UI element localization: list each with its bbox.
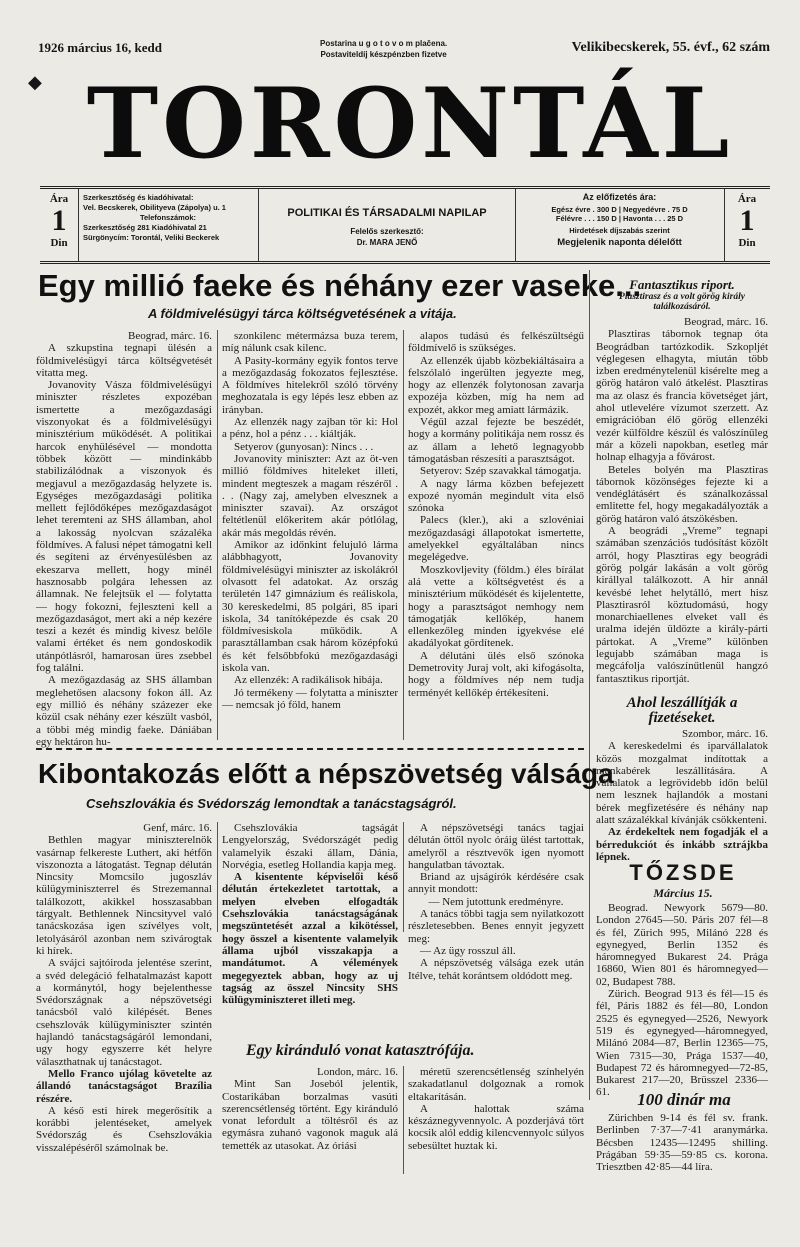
paragraph: A svájci sajtóiroda jelentése szerint, a svéd delegáció felhatalmazást kapott a kormánytól, hogy bejelenthesse Svédországnak a népszövetségi tanácsból való kilépését. Benes csehszlovák külügyminiszter szintén hajlandó tanácstagságáról lemondani, ugy hogy egyszerre két helyre választhatnak uj tanácstagot. <box>36 957 212 1068</box>
korona-title: 100 dinár ma <box>637 1090 731 1109</box>
paragraph: A Pasity-kormány egyik fontos terve a mezőgazdaság fokozatos fejlesztése. A földmíves hitelekről szóló törvény meghozatala is egy lépés lesz ebben az irányban. <box>222 354 398 416</box>
paper-type: POLITIKAI ÉS TÁRSADALMI NAPILAP <box>287 207 487 219</box>
paragraph: Csehszlovákia tagságát Lengyelország, Svédországét pedig valamelyik északi állam, Dánia, Norvégia, esetleg Hollandia kapja meg. <box>222 822 398 871</box>
ahol-title: Ahol leszállítják a fizetéseket. <box>626 695 738 726</box>
article2-col1 <box>36 822 212 1154</box>
subscription-line: Egész évre . 300 D | Negyedévre . 75 D <box>551 205 688 214</box>
article3-dateline: London, márc. 16. <box>317 1066 398 1078</box>
office-line: Szerkesztőség 281 Kiadóhivatal 21 <box>83 223 207 232</box>
paragraph: A beográdi „Vreme” tegnapi számában szenzációs tudósítást közölt arról, hogy Plasztiras egy beográdi görög polgár lakásán a volt görög királlyal találkozott. A hir annál kevésbé lehet helytálló, mert hisz Plasztirasról köztudomású, hogy monarchiaellenes elveket vall és uralma idején üldözte a király-párti pártokat. A „Vreme” különben legujabb számában maga is megcáfolja valószínűtlenül hangzó fantasztikus riportját. <box>596 525 768 685</box>
office-line: Vel. Becskerek, Obilityeva (Zápolya) u. 1 <box>83 203 226 212</box>
korona-body <box>596 1112 768 1180</box>
riport-title: Fantasztikus riport. <box>629 277 735 292</box>
paragraph: Moszkovljevity (földm.) éles bírálat alá vette a költségvetést és a minisztérium működését és kijelentette, hogy a parasztságot nemhogy nem támogatják kellőkép, hanem ellenkezőleg minden igyekvése elé akadályokat gördítenek. <box>408 563 584 650</box>
paragraph: Zürichben 9-14 és fél sv. frank. Berlinben 7·37—7·41 aranymárka. Bécsben 12435—12495 shilling. Prágában 59·35—59·85 cs. korona. Triesztben 42·85—44 líra. <box>596 1112 768 1174</box>
paragraph: Mint San Joseból jelentik, Costarikában borzalmas vasúti szerencsétlenség történt. Egy kiránduló vonat lefordult a töltésről és az egymásra zuhanó vagonok maguk alá temették az utasokat. Az óriási <box>222 1078 398 1152</box>
office-line: Szerkesztőség és kiadóhivatal: <box>83 193 194 202</box>
riport-subtitle: Plasztirasz és a volt görög király találkozásáról. <box>619 292 745 312</box>
paragraph: Setyerov (gunyosan): Nincs . . . <box>234 440 374 453</box>
column-divider <box>403 822 404 932</box>
price-label: Ára <box>737 193 757 205</box>
ahol-date: Szombor, márc. 16. <box>681 728 768 740</box>
article1-dateline: Beograd, márc. 16. <box>128 330 212 342</box>
paragraph: A késő esti hirek megerősítik a korábbi jelentéseket, amelyek Svédország és Csehszlovákia visszalépéséről számolnak be. <box>36 1104 212 1154</box>
article3-col2 <box>408 1066 584 1178</box>
paragraph: Setyerov: Szép szavakkal támogatja. <box>420 465 582 478</box>
sidebar-divider <box>589 270 590 1100</box>
paragraph: szonkilenc métermázsa buza terem, míg nálunk csak kilenc. <box>222 330 398 355</box>
article2-dateline: Genf, márc. 16. <box>143 822 212 834</box>
paragraph: A halottak száma készáznegyvennyolc. A pozderjává tört kocsik alól eddig kilencvennyolc súlyos sebesültet huztak ki. <box>408 1102 584 1152</box>
paragraph: Az ellenzék nagy zajban tör ki: Hol a pénz, hol a pénz . . . kiáltják. <box>222 416 398 441</box>
subscription-title: Az előfizetés ára: <box>582 192 657 202</box>
price-box-left <box>40 189 79 261</box>
article2-col2 <box>222 822 398 1034</box>
article1-subhead: A földmivelésügyi tárca költségvetésének a vitája. <box>148 306 457 321</box>
subscription-line: Megjelenik naponta délelőtt <box>557 237 682 248</box>
column-divider <box>217 822 218 932</box>
paragraph: alapos tudású és felkészültségű földmívelő is szükséges. <box>408 330 584 355</box>
paragraph: Bethlen magyar miniszterelnök vasárnap felkereste Luthert, aki hétfőn viszonozta a látogatást. Tegnap délután Nincsity Momcsilo jugoszláv külügyminiszterrel és Strezemannal találkozott, akikkel hosszasabban tárgyalt. Bethlennek Nincsityvel való tanácskozása igen szívélyes volt, letolyásáról azonban nem szivárogtak ki hírek. <box>36 834 212 957</box>
riport-date: Beograd, márc. 16. <box>684 316 768 328</box>
tozsde-title: TŐZSDE <box>629 860 737 885</box>
paragraph: A népszövetségi tanács tagjai délután öttől nyolc óráig ülést tartottak, amelyről a résztvevők igen nyomott hangulatban távoztak. <box>408 822 584 871</box>
paragraph: A mezőgazdaság az SHS államban meglehetősen alacsony fokon áll. Az egy millió és néhány százezer eke közül csak néhány ezer készült vasból, a többi még mindig faeke. Dániában egy hektáron hu- <box>36 674 212 748</box>
paragraph: Amikor az időnkint felujuló lárma alábbhagyott, Jovanovity földmivelésügyi miniszter az iskolákról olvasott fel adatokat. Az ország területén 147 gimnázium és reáliskola, 30 kereskedelmi, 85 polgári, 85 ipari iskola, 34 tanítóképezde és csak 20 földmívesiskola működik. A parasztállamban csak három középfokú és két felsőbbfokú mezőgazdasági iskola van. <box>222 539 398 675</box>
paragraph: — Nem jutottunk eredményre. <box>428 895 564 908</box>
postal-note <box>320 38 447 60</box>
price-box-right <box>724 189 770 261</box>
paragraph: Briand az ujságírók kérdésére csak annyit mondott: <box>408 871 584 896</box>
office-info <box>78 189 259 261</box>
column-divider <box>403 330 404 740</box>
paragraph: Az ellenzék: A radikálisok hibája. <box>234 674 383 687</box>
article1-col1 <box>36 330 212 748</box>
paragraph: A kereskedelmi és iparvállalatok közös mozgalmat indítottak a munkabérek leszállítására. A vállalatok a legrövidebb időn belül nem lesznek hajlandók a mostani bérek megfizetésére és néhány nap alatt százalékkal kívánják csökkenteni. <box>596 740 768 827</box>
column-divider <box>403 1066 404 1174</box>
paragraph: A szkupstina tegnapi ülésén a földmivelésügyi tárca költségvetését vitatta meg. <box>36 342 212 379</box>
info-bar <box>40 186 770 264</box>
paper-type-box <box>259 189 516 261</box>
article3-headline: Egy kiránduló vonat katasztrófája. <box>246 1042 475 1059</box>
paragraph: A délutáni ülés első szónoka Demetrovity Juraj volt, aki kifogásolta, hogy a földmíves nép nem tudja terményét kellőkép értékesíteni. <box>408 649 584 699</box>
top-bar <box>38 38 770 62</box>
price-label: Ára <box>49 193 69 205</box>
subscription-line: Félévre . . . 150 D | Havonta . . . 25 D <box>555 214 684 223</box>
paragraph: Zürich. Beograd 913 és fél—15 és fél, Páris 1882 és fél—80, London 2525 és egynegyed—2526, Newyork 519 és egynegyed—háromnegyed, Milánó 2084—87, Berlin 12365—75, Wien 7315—30, Prága 1537—40, Budapest 72 és háromnegyed—72-85, Bukarest 217—20, Brüsszel 2336—61. <box>596 988 768 1099</box>
paragraph: Mello Franco ujólag követelte az állandó tanácstagságot Brazília részére. <box>36 1067 212 1105</box>
paragraph: A népszövetség válsága ezek után Itélve, tehát korántsem oldódott meg. <box>408 957 584 982</box>
masthead-title: TORONTÁL <box>86 67 734 180</box>
paragraph: Plasztiras tábornok tegnap óta Beográdban tartózkodik. Szkopljét véglegesen elhagyta, miután több izben eredménytelenül kisérelte meg a görög határon való átkelést. Plasztiras ma az olasz és francia követséget járt, ahol utlevelére vízumot szerzett. Az emigrációban élő görög ellenzéki vezér külföldre készül és valószínűleg már a közeli napokban, esetleg már holnap elhagyja a fővárost. <box>596 328 768 464</box>
article2-headline: Kibontakozás előtt a népszövetség válsága <box>38 758 614 789</box>
riport-heading <box>596 278 768 312</box>
column-divider <box>217 330 218 740</box>
office-line: Sürgönycím: Torontál, Veliki Beckerek <box>83 233 220 242</box>
paragraph: Végül azzal fejezte be beszédét, hogy a kormány politikája nem rossz és az állam a lehető legnagyobb támogatásban részesíti a parasztságot. <box>408 416 584 465</box>
postal-line-1: Postarina u g o t o v o m plačena. <box>320 39 448 48</box>
paragraph: Beograd. Newyork 5679—80. London 27645—50. Páris 207 fél—8 és fél, Zürich 995, Milánó 228 és egynegyed, Berlin 1352 és háromnegyed Bukarest 24. Prága 16860, Wien 801 és háromnegyed—02, Budapest 788. <box>596 902 768 988</box>
tozsde-date: Március 15. <box>653 886 713 900</box>
issue-date: 1926 március 16, kedd <box>38 40 162 55</box>
paragraph: Jovanovity Vásza földmivelésügyi miniszter részletes expozéban ismertette a mezőgazdasági viszonyokat és a földmivelésügyi minisztérium működését. A politikai harcok enyhülésével — mondotta többek között — mindinkább stabilizálódnak a viszonyok és megjavul a mezőgazdaság helyzete is. Egységes mezőgazdasági politika mellett fejlődőképes mezőgazdaságot lehet teremteni az SHS államban, ahol a lakosság nyolcvan százaléka földmíves. A falusi népet támogatni kell és segíteni az érvényesülésben az ekeszarva mellett, hogy minél hasznosabb polgára lehessen az államnak. Ne felejtsük el — folytatta — hogy fokozni, fejleszteni kell a mezőgazdaságot, mert aki a nép kezére teszi a kezét és mindig kivesz belőle valami értéket és nem gondoskodik utánpótlásról, hamarosan üres zsebbel fog találni. <box>36 379 212 675</box>
paragraph: A nagy lárma közben befejezett expozé nyomán megindult vita első szónoka <box>408 477 584 515</box>
price-value: 1 <box>51 204 67 237</box>
paragraph: — Az ügy rosszul áll. <box>420 944 516 957</box>
paragraph: méretű szerencsétlenség színhelyén szakadatlanul dolgoznak a romok eltakarításán. <box>408 1066 584 1103</box>
article1-col3 <box>408 330 584 740</box>
article1-headline: Egy millió faeke és néhány ezer vaseke... <box>38 268 642 303</box>
article2-subhead: Csehszlovákia és Svédország lemondtak a tanácstagságról. <box>86 796 457 811</box>
issue-number: Velikibecskerek, 55. évf., 62 szám <box>571 40 770 55</box>
office-line: Telefonszámok: <box>139 213 197 222</box>
tozsde-body <box>596 902 768 1099</box>
editor-label: Felelős szerkesztő: <box>350 227 424 236</box>
price-unit: Din <box>50 237 68 249</box>
paragraph: Beteles bolyén ma Plasztiras tábornok közönséges fejezte ki a vendéglátásért és szánalkozással emlitette fel, hogy megakadályozták a görög határon való átszökésben. <box>596 463 768 525</box>
paragraph: Az ellenzék újabb közbekiáltásaira a felszólaló ingerülten jegyezte meg, hogy az ellenzék folytonosan zavarja expozéja közben, míg ha nem ad expozét, akkor meg amiatt lármázik. <box>408 354 584 416</box>
editor-name: Dr. MARA JENŐ <box>356 238 418 247</box>
article1-col2 <box>222 330 398 740</box>
price-value: 1 <box>739 204 755 237</box>
section-rule <box>36 748 584 750</box>
riport-body <box>596 316 768 688</box>
masthead-ornament-icon: ◆ <box>28 72 42 93</box>
paragraph: A tanács többi tagja sem nyilatkozott részletesebben. Benes ennyit jegyzett meg: <box>408 908 584 945</box>
paragraph: Jovanovity miniszter: Azt az öt-ven millió földmíves hiteleket illeti, mindent megteszek a magam részéről . . . (Nagy zaj, amelyben elvesznek a miniszter szavai). Az országot feltétlenül előkeritem akár pótlólag, akár más megoldás révén. <box>222 452 398 539</box>
article3-col1 <box>222 1066 398 1178</box>
paragraph: A kisentente képviselői késő délután értekezletet tartottak, a melyen elveben elfogadták Csehszlovákia tanácstagságának megszüntetését azzal a kikötéssel, hogy összel a kisentente valamelyik állama ujból visszakapja a mandátumot. A vélemények megegyeztek abban, hogy az uj tagság az összel Nincsity SHS külügyminiszteret illeti meg. <box>222 871 398 1007</box>
paragraph: Az érdekeltek nem fogadják el a bérredukciót és inkább sztrájkba lépnek. <box>596 826 768 863</box>
price-unit: Din <box>738 237 756 249</box>
paragraph: Palecs (kler.), aki a szlovéniai mezőgazdasági állapotokat ismertette, amelyekkel egyáltalában nincs megelégedve. <box>408 514 584 564</box>
paragraph: Jó termékeny — folytatta a miniszter — nemcsak jó föld, hanem <box>222 686 398 711</box>
subscription-box <box>515 189 725 261</box>
article2-col3 <box>408 822 584 1034</box>
ahol-body <box>596 728 768 863</box>
subscription-line: Hirdetések díjszabás szerint <box>569 226 670 235</box>
postal-line-2: Postaviteldíj készpénzben fizetve <box>320 50 447 59</box>
